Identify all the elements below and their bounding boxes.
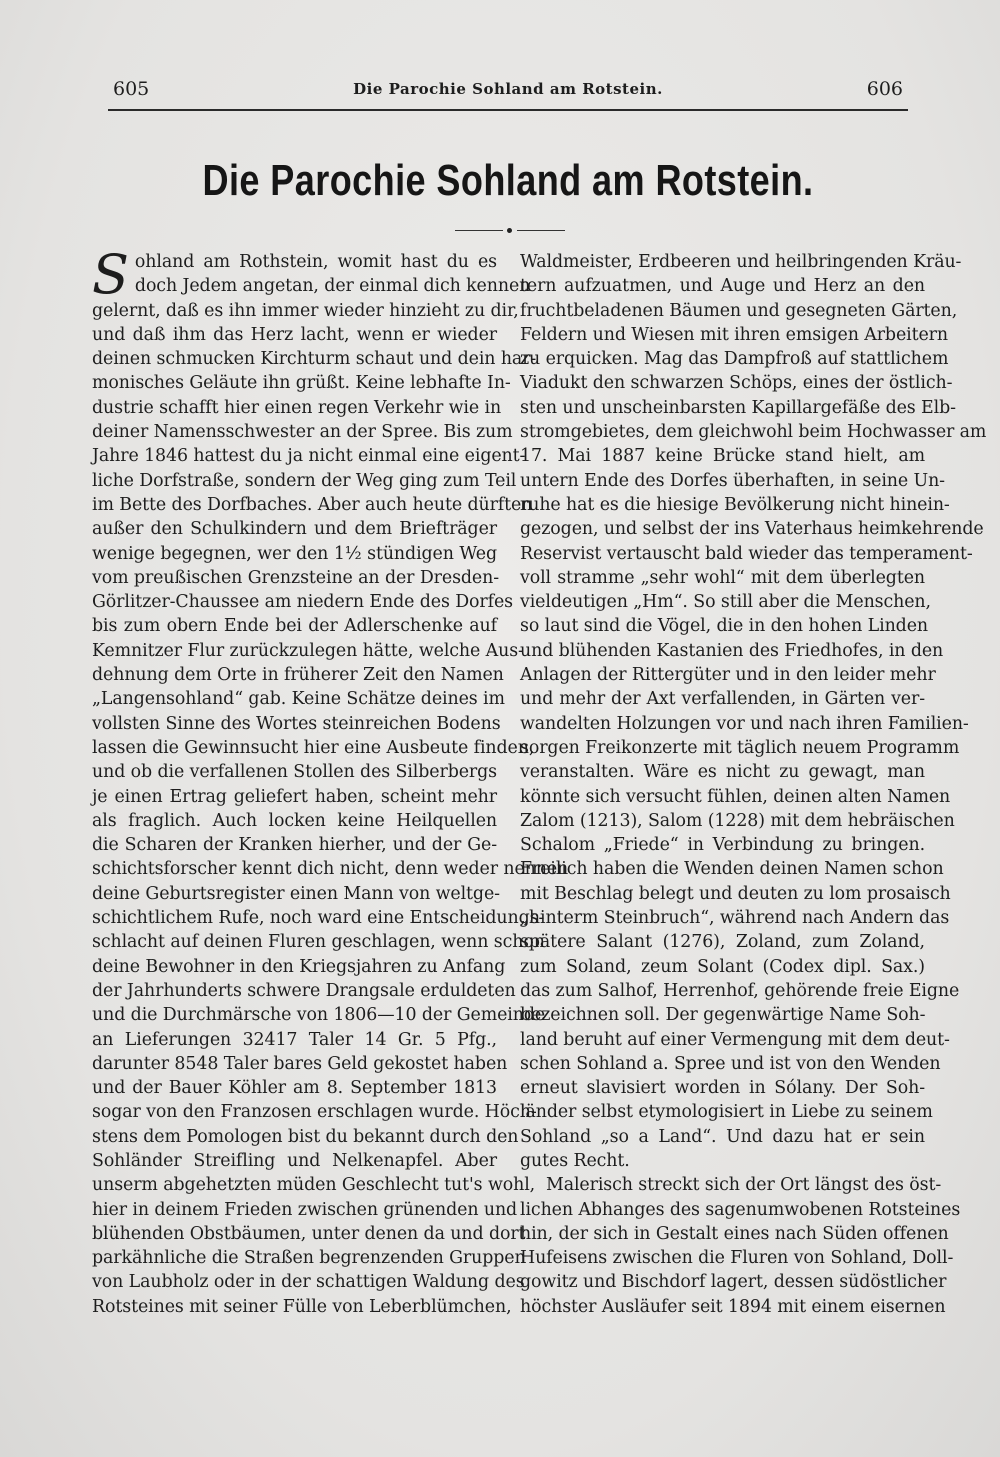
text-line: doch Jedem angetan, der einmal dich kennen — [134, 276, 531, 297]
header-rule — [108, 109, 908, 111]
text-line: als fraglich. Auch locken keine Heilquellen — [92, 810, 497, 831]
left-column-text — [92, 243, 569, 1319]
text-line: tern aufzuatmen, und Auge und Herz an den — [520, 276, 925, 297]
text-line: vollsten Sinne des Wortes steinreichen Bodens — [92, 713, 501, 734]
text-line: im Bette des Dorfbaches. Aber auch heute dürften — [92, 494, 533, 515]
text-line: Malerisch streckt sich der Ort längst des öst- — [546, 1175, 942, 1196]
text-line: mit Beschlag belegt und deuten zu lom prosaisch — [520, 883, 951, 904]
text-line: Viadukt den schwarzen Schöps, eines der östlich- — [520, 373, 953, 394]
text-line: deiner Namensschwester an der Spree. Bis zum — [92, 422, 513, 443]
text-line: deine Bewohner in den Kriegsjahren zu Anfang — [92, 956, 506, 977]
text-line: blühenden Obstbäumen, unter denen da und dort — [92, 1223, 526, 1244]
text-line: Görlitzer-Chaussee am niedern Ende des Dorfes — [92, 592, 513, 613]
text-line: Sohland „so a Land“. Und dazu hat er sein — [520, 1126, 925, 1147]
text-line: schen Sohland a. Spree und ist von den Wenden — [520, 1053, 941, 1074]
text-line: und blühenden Kastanien des Friedhofes, in den — [520, 640, 944, 661]
page-number-right: 606 — [866, 78, 903, 100]
right-column-paragraph-2 — [520, 1173, 961, 1319]
text-line: stromgebietes, dem gleichwohl beim Hochwasser am — [520, 422, 987, 443]
text-line: Jahre 1846 hattest du ja nicht einmal eine eigent- — [92, 446, 526, 467]
text-line: zu erquicken. Mag das Dampfroß auf stattlichem — [520, 349, 949, 370]
text-line: monisches Geläute ihn grüßt. Keine lebhafte In- — [92, 373, 511, 394]
text-line: gezogen, und selbst der ins Vaterhaus heimkehrende — [520, 519, 984, 540]
text-line: gutes Recht. — [520, 1150, 630, 1171]
text-line: Freilich haben die Wenden deinen Namen schon — [520, 859, 944, 880]
text-line: fruchtbeladenen Bäumen und gesegneten Gärten, — [520, 300, 958, 321]
text-line: zum Soland, zeum Solant (Codex dipl. Sax.) — [520, 956, 925, 977]
right-column-text — [520, 250, 987, 1173]
text-line: land beruht auf einer Vermengung mit dem deut- — [520, 1029, 950, 1050]
text-line: lassen die Gewinnsucht hier eine Ausbeute finden, — [92, 737, 535, 758]
running-title: Die Parochie Sohland am Rotstein. — [353, 80, 663, 98]
text-line: „hinterm Steinbruch“, während nach Andern das — [520, 908, 950, 929]
text-line: deinen schmucken Kirchturm schaut und dein har- — [92, 349, 537, 370]
text-line: von Laubholz oder in der schattigen Waldung des — [92, 1272, 525, 1293]
text-line: schlacht auf deinen Fluren geschlagen, wenn schon — [92, 932, 545, 953]
text-line: vom preußischen Grenzsteine an der Dresden- — [92, 567, 499, 588]
text-line: gelernt, daß es ihn immer wieder hinzieht zu dir, — [92, 300, 519, 321]
text-line: und der Bauer Köhler am 8. September 1813 — [92, 1078, 497, 1099]
text-line: an Lieferungen 32417 Taler 14 Gr. 5 Pfg., — [92, 1029, 497, 1050]
text-line: und die Durchmärsche von 1806—10 der Gemeinde — [92, 1005, 546, 1026]
text-line: stens dem Pomologen bist du bekannt durch den — [92, 1126, 519, 1147]
text-line: könnte sich versucht fühlen, deinen alten Namen — [520, 786, 951, 807]
text-line: Sohländer Streifling und Nelkenapfel. Aber — [92, 1150, 497, 1171]
text-line: außer den Schulkindern und dem Briefträger — [92, 519, 497, 540]
title-ornament — [455, 228, 565, 234]
text-line: parkähnliche die Straßen begrenzenden Gruppen — [92, 1248, 526, 1269]
text-line: und daß ihm das Herz lacht, wenn er wieder — [92, 324, 497, 345]
page-header — [108, 78, 908, 108]
text-line: gowitz und Bischdorf lagert, dessen südöstlicher — [520, 1272, 947, 1293]
text-line: länder selbst etymologisiert in Liebe zu seinem — [520, 1102, 933, 1123]
text-line: voll stramme „sehr wohl“ mit dem überlegten — [520, 567, 925, 588]
text-line: vieldeutigen „Hm“. So still aber die Menschen, — [520, 592, 931, 613]
text-line: veranstalten. Wäre es nicht zu gewagt, man — [520, 762, 925, 783]
ornament-line-left — [455, 230, 503, 231]
text-line: Zalom (1213), Salom (1228) mit dem hebräischen — [520, 810, 955, 831]
text-line: höchster Ausläufer seit 1894 mit einem eisernen — [520, 1296, 946, 1317]
text-line: dehnung dem Orte in früherer Zeit den Namen — [92, 665, 504, 686]
text-line: dustrie schafft hier einen regen Verkehr wie in — [92, 397, 502, 418]
text-line: darunter 8548 Taler bares Geld gekostet haben — [92, 1053, 508, 1074]
text-line: die Scharen der Kranken hierher, und der Ge- — [92, 835, 497, 856]
text-line: Rotsteines mit seiner Fülle von Leberblümchen, — [92, 1296, 512, 1317]
text-line: Waldmeister, Erdbeeren und heilbringenden Kräu- — [520, 252, 962, 272]
text-line: Feldern und Wiesen mit ihren emsigen Arbeitern — [520, 324, 949, 345]
text-line: ruhe hat es die hiesige Bevölkerung nicht hinein- — [520, 494, 950, 515]
text-line: Hufeisens zwischen die Fluren von Sohland, Doll- — [520, 1248, 954, 1269]
text-line: wandelten Holzungen vor und nach ihren Familien- — [520, 713, 969, 734]
page-number-left: 605 — [113, 78, 150, 100]
left-column — [92, 243, 569, 1319]
text-line: sten und unscheinbarsten Kapillargefäße des Elb- — [520, 397, 956, 418]
text-line: schichtsforscher kennt dich nicht, denn weder nennen — [92, 859, 569, 880]
text-line: der Jahrhunderts schwere Drangsale erduldeten — [92, 980, 516, 1001]
text-line: Kemnitzer Flur zurückzulegen hätte, welche Aus- — [92, 640, 524, 661]
article-title: Die Parochie Sohland am Rotstein. — [202, 156, 814, 205]
text-line: Reservist vertauscht bald wieder das temperament- — [520, 543, 973, 564]
text-line: deine Geburtsregister einen Mann von weltge- — [92, 883, 500, 904]
text-line: bis zum obern Ende bei der Adlerschenke auf — [92, 616, 497, 637]
ornament-line-right — [517, 230, 565, 231]
text-line: hin, der sich in Gestalt eines nach Süden offenen — [520, 1223, 949, 1244]
text-line: so laut sind die Vögel, die in den hohen Linden — [520, 616, 928, 637]
text-line: je einen Ertrag geliefert haben, scheint mehr — [92, 786, 497, 807]
text-line: schichtlichem Rufe, noch ward eine Entscheidungs- — [92, 908, 545, 929]
ornament-dot — [507, 228, 512, 233]
text-line: lichen Abhanges des sagenumwobenen Rotsteines — [520, 1199, 961, 1220]
right-column — [520, 250, 987, 1319]
text-line: liche Dorfstraße, sondern der Weg ging zum Teil — [92, 470, 517, 491]
drop-cap: S — [92, 243, 129, 306]
text-line: bezeichnen soll. Der gegenwärtige Name Soh- — [520, 1005, 926, 1026]
text-line: Anlagen der Rittergüter und in den leider mehr — [520, 665, 936, 686]
text-line: sorgen Freikonzerte mit täglich neuem Programm — [520, 737, 960, 758]
text-line: spätere Salant (1276), Zoland, zum Zoland, — [520, 932, 925, 953]
text-line: unserm abgehetzten müden Geschlecht tut's wohl, — [92, 1175, 536, 1196]
text-line: 17. Mai 1887 keine Brücke stand hielt, am — [520, 446, 925, 467]
text-line: erneut slavisiert worden in Sólany. Der Soh- — [520, 1078, 925, 1099]
text-line: ohland am Rothstein, womit hast du es — [134, 252, 497, 272]
text-line: untern Ende des Dorfes überhaften, in seine Un- — [520, 470, 945, 491]
text-line: Schalom „Friede“ in Verbindung zu bringen. — [520, 835, 925, 856]
text-line: das zum Salhof, Herrenhof, gehörende freie Eigne — [520, 980, 960, 1001]
text-line: wenige begegnen, wer den 1½ stündigen Weg — [92, 543, 497, 564]
text-line: hier in deinem Frieden zwischen grünenden und — [92, 1199, 518, 1220]
text-line: und mehr der Axt verfallenden, in Gärten ver- — [520, 689, 925, 710]
text-line: und ob die verfallenen Stollen des Silberbergs — [92, 762, 497, 783]
text-line: „Langensohland“ gab. Keine Schätze deines im — [92, 689, 505, 710]
text-line: sogar von den Franzosen erschlagen wurde. Höch- — [92, 1102, 537, 1123]
